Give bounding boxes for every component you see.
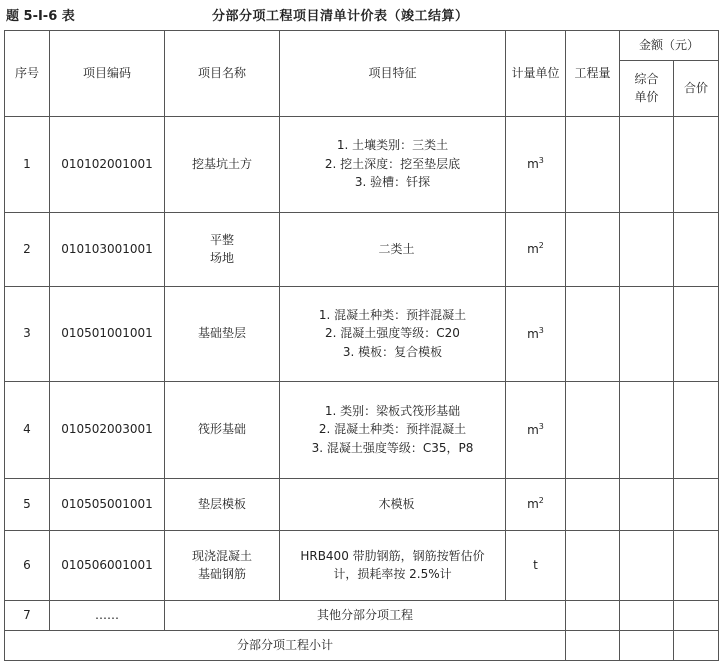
cell-unit-price <box>620 631 674 661</box>
feature-line: 2. 混凝土种类：预拌混凝土 <box>318 422 467 437</box>
cell-qty <box>566 601 620 631</box>
col-header-qty: 工程量 <box>566 31 620 117</box>
cell-code: …… <box>50 601 165 631</box>
cell-total <box>674 117 719 213</box>
cell-code: 010505001001 <box>50 479 165 531</box>
cell-feature <box>280 117 506 213</box>
cell-seq: 7 <box>5 601 50 631</box>
cell-feature <box>280 213 506 287</box>
cell-qty <box>566 479 620 531</box>
col-header-code: 项目编码 <box>50 31 165 117</box>
page-title: 分部分项工程项目清单计价表（竣工结算） <box>212 9 469 24</box>
cell-unit-price <box>620 213 674 287</box>
cell-seq: 2 <box>5 213 50 287</box>
name-line: 筏形基础 <box>197 422 246 437</box>
table-row <box>5 479 719 531</box>
table-row <box>5 531 719 601</box>
feature-line: 1. 土壤类别：三类土 <box>336 138 449 153</box>
unit-base: m <box>527 242 539 257</box>
feature-line: 二类土 <box>378 241 415 256</box>
name-line: 场地 <box>209 250 234 265</box>
other-items-row <box>5 601 719 631</box>
cell-seq: 1 <box>5 117 50 213</box>
unit-base: m <box>527 326 539 341</box>
name-line: 现浇混凝土 <box>191 549 252 564</box>
cell-unit-price <box>620 479 674 531</box>
unit-sup: 3 <box>538 325 544 335</box>
table-row <box>5 213 719 287</box>
other-items-text: 其他分部分项工程 <box>165 601 566 631</box>
cell-qty <box>566 117 620 213</box>
unit-sup: 2 <box>538 241 544 251</box>
unit-sup: 3 <box>538 156 544 166</box>
cell-total <box>674 287 719 382</box>
unit-base: m <box>527 497 539 512</box>
table-row <box>5 117 719 213</box>
cell-unit-price <box>620 117 674 213</box>
cell-code: 010506001001 <box>50 531 165 601</box>
cell-name <box>165 117 280 213</box>
unit-base: m <box>527 422 539 437</box>
unit-base: m <box>527 157 539 172</box>
col-header-amount: 金额（元） <box>620 31 719 61</box>
cell-feature <box>280 479 506 531</box>
unit-price-line-1: 综合 <box>634 72 659 87</box>
col-header-name: 项目名称 <box>165 31 280 117</box>
cell-code: 010102001001 <box>50 117 165 213</box>
col-header-unit: 计量单位 <box>506 31 566 117</box>
unit-base: t <box>533 558 538 573</box>
col-header-unit-price <box>620 61 674 117</box>
feature-line: 2. 挖土深度：挖至垫层底 <box>324 156 461 171</box>
cell-name <box>165 213 280 287</box>
cell-total <box>674 213 719 287</box>
table-row <box>5 287 719 382</box>
name-line: 挖基坑土方 <box>191 156 252 171</box>
cell-unit <box>506 479 566 531</box>
feature-line: 3. 混凝土强度等级：C35，P8 <box>311 440 474 455</box>
unit-price-line-2: 单价 <box>634 89 659 104</box>
cell-code: 010502003001 <box>50 382 165 479</box>
cell-qty <box>566 382 620 479</box>
cell-total <box>674 601 719 631</box>
name-line: 垫层模板 <box>197 496 246 511</box>
cell-seq: 3 <box>5 287 50 382</box>
cell-unit-price <box>620 601 674 631</box>
cell-qty <box>566 531 620 601</box>
feature-line: 2. 混凝土强度等级：C20 <box>325 326 460 341</box>
cell-qty <box>566 213 620 287</box>
name-line: 基础垫层 <box>197 326 246 341</box>
feature-line: HRB400 带肋钢筋，钢筋按暂估价 <box>300 548 485 563</box>
cell-unit <box>506 382 566 479</box>
table-row <box>5 382 719 479</box>
cell-unit <box>506 287 566 382</box>
col-header-total: 合价 <box>674 61 719 117</box>
cell-seq: 4 <box>5 382 50 479</box>
cell-code: 010501001001 <box>50 287 165 382</box>
cell-feature <box>280 531 506 601</box>
feature-line: 1. 类别：梁板式筏形基础 <box>324 403 461 418</box>
subtotal-label: 分部分项工程小计 <box>5 631 566 661</box>
col-header-seq: 序号 <box>5 31 50 117</box>
cell-total <box>674 479 719 531</box>
cell-qty <box>566 631 620 661</box>
cell-total <box>674 531 719 601</box>
cell-total <box>674 631 719 661</box>
cell-unit <box>506 531 566 601</box>
feature-line: 1. 混凝土种类：预拌混凝土 <box>318 307 467 322</box>
cell-unit-price <box>620 531 674 601</box>
cell-name <box>165 479 280 531</box>
name-line: 基础钢筋 <box>197 566 246 581</box>
table-number-label: 题 5-Ⅰ-6 表 <box>6 9 75 24</box>
cell-feature <box>280 287 506 382</box>
cell-unit-price <box>620 382 674 479</box>
cell-qty <box>566 287 620 382</box>
header-row <box>5 31 719 61</box>
cell-code: 010103001001 <box>50 213 165 287</box>
cell-feature <box>280 382 506 479</box>
unit-sup: 3 <box>538 421 544 431</box>
feature-line: 3. 模板：复合模板 <box>342 344 443 359</box>
cell-name <box>165 287 280 382</box>
feature-line: 3. 验槽：钎探 <box>354 175 431 190</box>
page-header <box>0 0 722 28</box>
cell-name <box>165 531 280 601</box>
bill-table <box>4 30 719 661</box>
cell-total <box>674 382 719 479</box>
unit-sup: 2 <box>538 496 544 506</box>
name-line: 平整 <box>209 233 234 248</box>
cell-name <box>165 382 280 479</box>
feature-line: 木模板 <box>378 496 415 511</box>
cell-unit <box>506 117 566 213</box>
col-header-feature: 项目特征 <box>280 31 506 117</box>
cell-seq: 5 <box>5 479 50 531</box>
subtotal-row <box>5 631 719 661</box>
cell-unit-price <box>620 287 674 382</box>
cell-seq: 6 <box>5 531 50 601</box>
cell-unit <box>506 213 566 287</box>
feature-line: 计，损耗率按 2.5%计 <box>333 567 452 581</box>
